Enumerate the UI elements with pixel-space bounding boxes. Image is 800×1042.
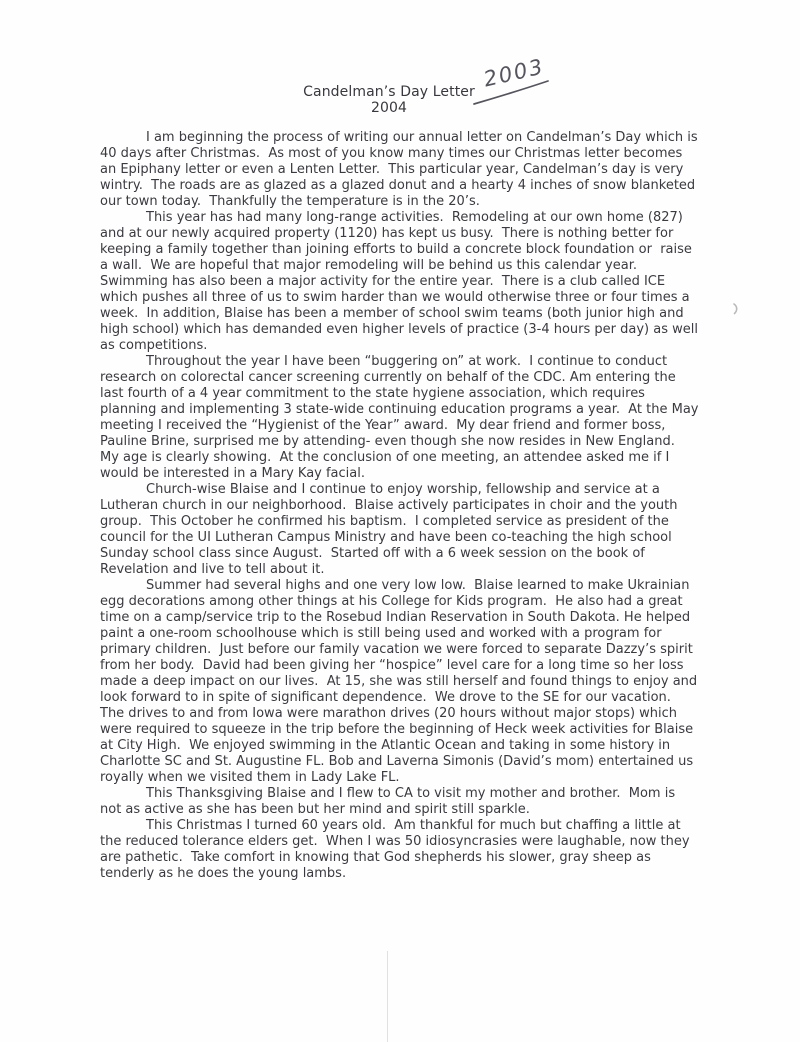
letter-year: 2004 (370, 99, 408, 116)
letter-title-block (0, 85, 778, 116)
paragraph-remodeling-swimming: This year has had many long-range activities. Remodeling at our own home (827) and at our newly acquired property (1120) has kept us busy. There is nothing better for keeping a family together than joining efforts to build a concrete block foundation or raise a wall. We are hopeful that major remodeling will be behind us this calendar year. Swimming has also been a major activity for the entire year. There is a club called ICE which pushes all three of us to swim harder than we would otherwise three or four times a week. In addition, Blaise has been a member of school swim teams (both junior high and high school) which has demanded even higher levels of practice (3-4 hours per day) as well as competitions. (100, 210, 703, 353)
paragraph-summer: Summer had several highs and one very low low. Blaise learned to make Ukrainian egg decorations among other things at his College for Kids program. He also had a great time on a camp/service trip to the Rosebud Indian Reservation in South Dakota. He helped paint a one-room schoolhouse which is still being used and worked with a program for primary children. Just before our family vacation we were forced to separate Dazzy’s spirit from her body. David had been giving her “hospice” level care for a long time so her loss made a deep impact on our lives. At 15, she was still herself and found things to enjoy and look forward to in spite of significant dependence. We drove to the SE for our vacation. The drives to and from Iowa were marathon drives (20 hours without major stops) which were required to squeeze in the trip before the beginning of Heck week activities for Blaise at City High. We enjoyed swimming in the Atlantic Ocean and taking in some history in Charlotte SC and St. Augustine FL. Bob and Laverna Simonis (David’s mom) entertained us royally when we visited them in Lady Lake FL. (100, 578, 702, 785)
scan-speck-artifact (731, 302, 741, 316)
paragraph-work: Throughout the year I have been “buggering on” at work. I continue to conduct research on colorectal cancer screening currently on behalf of the CDC. Am entering the last fourth of a 4 year commitment to the state hygiene association, which requires planning and implementing 3 state-wide continuing education programs a year. At the May meeting I received the “Hygienist of the Year” award. My dear friend and former boss, Pauline Brine, surprised me by attending- even though she now resides in New England. My age is clearly showing. At the conclusion of one meeting, an attendee asked me if I would be interested in a Mary Kay facial. (100, 354, 703, 481)
handwritten-year-text: 2003 (481, 54, 547, 92)
paragraph-opening: I am beginning the process of writing our annual letter on Candelman’s Day which is 40 days after Christmas. As most of you know many times our Christmas letter becomes an Epiphany letter or even a Lenten Letter. This particular year, Candelman’s day is very wintry. The roads are as glazed as a glazed donut and a hearty 4 inches of snow blanketed our town today. Thankfully the temperature is in the 20’s. (100, 130, 702, 209)
paragraph-thanksgiving: This Thanksgiving Blaise and I flew to CA to visit my mother and brother. Mom is not as active as she has been but her mind and spirit still sparkle. (100, 786, 680, 817)
letter-title: Candelman’s Day Letter (303, 84, 475, 100)
handwritten-year-annotation (462, 48, 566, 112)
paragraph-church: Church-wise Blaise and I continue to enjoy worship, fellowship and service at a Lutheran church in our neighborhood. Blaise actively participates in choir and the youth group. This October he confirmed his baptism. I completed service as president of the council for the UI Lutheran Campus Ministry and have been co-teaching the high school Sunday school class since August. Started off with a 6 week session on the book of Revelation and live to tell about it. (100, 482, 682, 577)
letter-body (100, 130, 703, 882)
paragraph-christmas: This Christmas I turned 60 years old. Am thankful for much but chaffing a little at the reduced tolerance elders get. When I was 50 idiosyncrasies were laughable, now they are pathetic. Take comfort in knowing that God shepherds his slower, gray sheep as tenderly as he does the young lambs. (100, 818, 694, 881)
scan-line-artifact (387, 951, 388, 1042)
